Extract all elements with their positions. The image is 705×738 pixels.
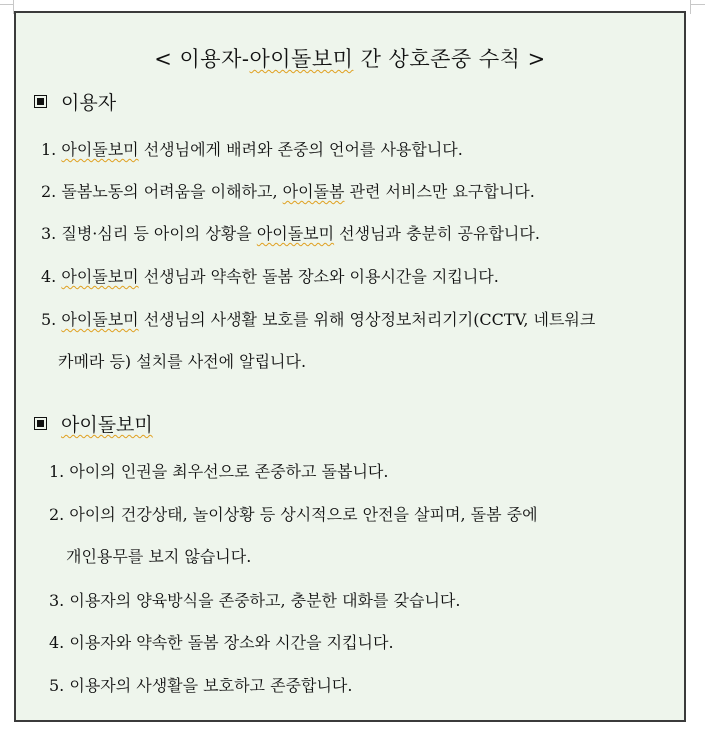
item-text: 이용자의 양육방식을 존중하고, 충분한 대화를 갖습니다. [69, 591, 461, 610]
section-heading-user [34, 88, 116, 115]
list-item-continuation [58, 349, 306, 372]
item-number: 1. [49, 462, 65, 481]
item-text: 질병·심리 등 아이의 상황을 [61, 224, 257, 243]
crop-mark [690, 0, 691, 14]
item-accent: 아이돌보미 [61, 140, 139, 159]
list-item [49, 673, 352, 696]
list-item [49, 630, 394, 653]
title-lead: < 이용자- [154, 47, 250, 71]
item-text: 관련 서비스만 요구합니다. [344, 182, 535, 201]
section-heading-label: 아이돌보미 [61, 414, 153, 436]
item-text: 아이의 건강상태, 놀이상황 등 상시적으로 안전을 살피며, 돌봄 중에 [69, 505, 538, 524]
list-item [41, 179, 535, 202]
title-accent: 아이돌보미 [249, 47, 354, 71]
item-number: 5. [49, 676, 65, 695]
code-of-conduct-box [14, 11, 686, 722]
title-tail: 간 상호존중 수칙 > [353, 47, 546, 71]
item-text: 선생님에게 배려와 존중의 언어를 사용합니다. [138, 140, 463, 159]
item-text: 이용자의 사생활을 보호하고 존중합니다. [69, 676, 353, 695]
section-heading-label: 이용자 [61, 92, 117, 114]
item-accent: 아이돌봄 [282, 182, 345, 201]
list-item [49, 502, 538, 525]
page-title [16, 43, 684, 73]
item-accent: 아이돌보미 [61, 310, 139, 329]
item-number: 1. [41, 140, 57, 159]
list-item-continuation [66, 544, 251, 567]
item-number: 2. [49, 505, 65, 524]
item-text: 아이의 인권을 최우선으로 존중하고 돌봅니다. [69, 462, 389, 481]
square-bullet-icon [34, 95, 47, 108]
list-item [41, 137, 463, 160]
item-text: 선생님과 충분히 공유합니다. [334, 224, 540, 243]
item-text: 돌봄노동의 어려움을 이해하고, [61, 182, 283, 201]
list-item [41, 307, 595, 330]
list-item [49, 459, 388, 482]
item-text: 선생님의 사생활 보호를 위해 영상정보처리기기(CCTV, 네트워크 [138, 310, 596, 329]
list-item [41, 264, 499, 287]
item-number: 4. [41, 267, 57, 286]
item-number: 3. [49, 591, 65, 610]
item-text: 카메라 등) 설치를 사전에 알립니다. [58, 352, 307, 371]
item-number: 3. [41, 224, 57, 243]
square-bullet-icon [34, 417, 47, 430]
item-accent: 아이돌보미 [61, 267, 139, 286]
crop-mark [0, 4, 14, 5]
crop-mark [691, 4, 705, 5]
item-number: 5. [41, 310, 57, 329]
section-heading-caregiver [34, 410, 153, 437]
item-text: 이용자와 약속한 돌봄 장소와 시간을 지킵니다. [69, 633, 394, 652]
item-accent: 아이돌보미 [256, 224, 335, 243]
item-text: 선생님과 약속한 돌봄 장소와 이용시간을 지킵니다. [138, 267, 499, 286]
item-text: 개인용무를 보지 않습니다. [66, 547, 252, 566]
list-item [49, 588, 460, 611]
list-item [41, 221, 540, 244]
item-number: 4. [49, 633, 65, 652]
item-number: 2. [41, 182, 57, 201]
